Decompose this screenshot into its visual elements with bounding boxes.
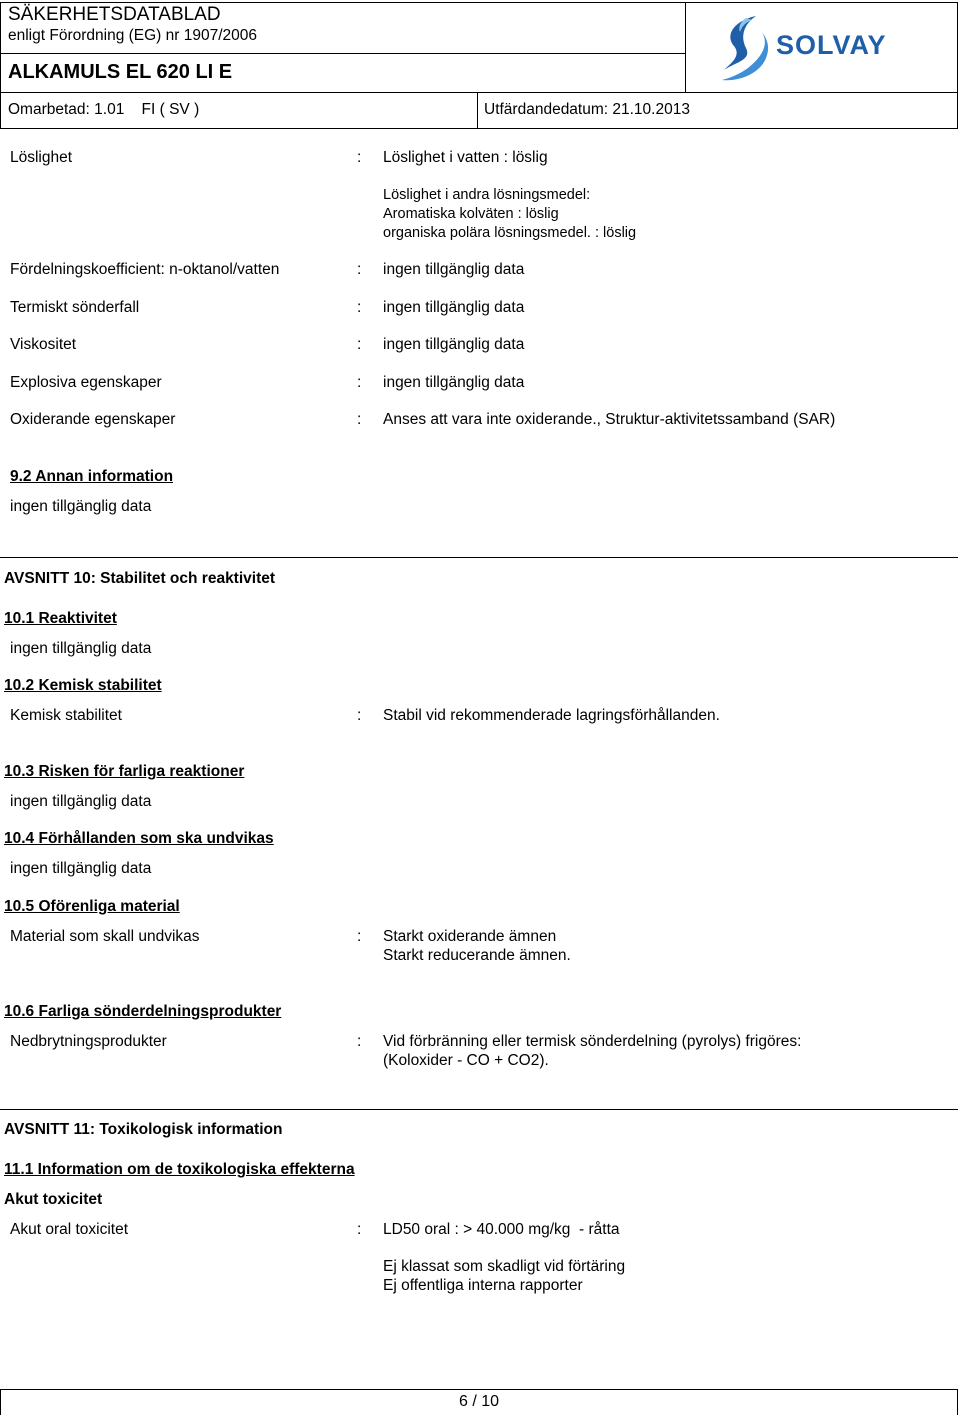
solubility-other-2: Aromatiska kolväten : löslig bbox=[383, 206, 559, 222]
header-divider bbox=[0, 53, 686, 54]
colon: : bbox=[357, 707, 362, 724]
incompatible-value-1: Starkt oxiderande ämnen bbox=[383, 928, 557, 945]
thermal-value: ingen tillgänglig data bbox=[383, 299, 525, 316]
viscosity-label: Viskositet bbox=[10, 336, 77, 353]
explosive-value: ingen tillgänglig data bbox=[383, 374, 525, 391]
oral-toxicity-label: Akut oral toxicitet bbox=[10, 1221, 129, 1238]
section-10-5-title: 10.5 Oförenliga material bbox=[4, 898, 180, 915]
logo-wordmark: SOLVAY bbox=[776, 30, 887, 60]
incompatible-label: Material som skall undvikas bbox=[10, 928, 200, 945]
colon: : bbox=[357, 336, 362, 353]
section-9-2-text: ingen tillgänglig data bbox=[10, 498, 152, 515]
regulation-text: enligt Förordning (EG) nr 1907/2006 bbox=[8, 27, 258, 44]
section-10-1-text: ingen tillgänglig data bbox=[10, 640, 152, 657]
oxidizing-value: Anses att vara inte oxiderande., Struktur-aktivitetssamband (SAR) bbox=[383, 411, 836, 428]
issue-date: Utfärdandedatum: 21.10.2013 bbox=[484, 101, 690, 118]
section-10-3-title: 10.3 Risken för farliga reaktioner bbox=[4, 763, 245, 780]
colon: : bbox=[357, 1221, 362, 1238]
colon: : bbox=[357, 1033, 362, 1050]
page-number: 6 / 10 bbox=[458, 1393, 500, 1410]
acute-toxicity-title: Akut toxicitet bbox=[4, 1191, 103, 1208]
section-10-1-title: 10.1 Reaktivitet bbox=[4, 610, 117, 627]
partition-label: Fördelningskoefficient: n-oktanol/vatten bbox=[10, 261, 280, 278]
incompatible-value-2: Starkt reducerande ämnen. bbox=[383, 947, 571, 964]
thermal-label: Termiskt sönderfall bbox=[10, 299, 140, 316]
colon: : bbox=[357, 149, 362, 166]
stability-value: Stabil vid rekommenderade lagringsförhållanden. bbox=[383, 707, 720, 724]
header-info-divider bbox=[477, 92, 478, 129]
section-10-4-text: ingen tillgänglig data bbox=[10, 860, 152, 877]
section-10-6-title: 10.6 Farliga sönderdelningsprodukter bbox=[4, 1003, 282, 1020]
section-10-2-title: 10.2 Kemisk stabilitet bbox=[4, 677, 162, 694]
colon: : bbox=[357, 261, 362, 278]
oral-toxicity-note-2: Ej offentliga interna rapporter bbox=[383, 1277, 583, 1294]
doc-title: SÄKERHETSDATABLAD bbox=[8, 4, 221, 25]
solubility-other-3: organiska polära lösningsmedel. : löslig bbox=[383, 225, 637, 241]
section-9-2-title: 9.2 Annan information bbox=[10, 468, 174, 485]
revision-text: Omarbetad: 1.01 FI ( SV ) bbox=[8, 101, 200, 118]
partition-value: ingen tillgänglig data bbox=[383, 261, 525, 278]
section-10-3-text: ingen tillgänglig data bbox=[10, 793, 152, 810]
solubility-other-1: Löslighet i andra lösningsmedel: bbox=[383, 187, 591, 203]
solvay-swirl-icon bbox=[716, 12, 776, 84]
colon: : bbox=[357, 299, 362, 316]
solubility-value: Löslighet i vatten : löslig bbox=[383, 149, 548, 166]
product-name: ALKAMULS EL 620 LI E bbox=[8, 61, 233, 83]
explosive-label: Explosiva egenskaper bbox=[10, 374, 162, 391]
solvay-logo bbox=[716, 12, 886, 84]
section-10-4-title: 10.4 Förhållanden som ska undvikas bbox=[4, 830, 274, 847]
colon: : bbox=[357, 928, 362, 945]
decomposition-value-2: (Koloxider - CO + CO2). bbox=[383, 1052, 549, 1069]
section-11-1-title: 11.1 Information om de toxikologiska effekterna bbox=[4, 1161, 355, 1178]
oxidizing-label: Oxiderande egenskaper bbox=[10, 411, 176, 428]
section-10-rule bbox=[0, 557, 958, 558]
stability-label: Kemisk stabilitet bbox=[10, 707, 122, 724]
colon: : bbox=[357, 411, 362, 428]
decomposition-value-1: Vid förbränning eller termisk sönderdelning (pyrolys) frigöres: bbox=[383, 1033, 802, 1050]
viscosity-value: ingen tillgänglig data bbox=[383, 336, 525, 353]
section-11-title: AVSNITT 11: Toxikologisk information bbox=[4, 1121, 283, 1138]
colon: : bbox=[357, 374, 362, 391]
oral-toxicity-note-1: Ej klassat som skadligt vid förtäring bbox=[383, 1258, 626, 1275]
decomposition-label: Nedbrytningsprodukter bbox=[10, 1033, 167, 1050]
section-11-rule bbox=[0, 1109, 958, 1110]
oral-toxicity-value: LD50 oral : > 40.000 mg/kg - råtta bbox=[383, 1221, 620, 1238]
solubility-label: Löslighet bbox=[10, 149, 73, 166]
section-10-title: AVSNITT 10: Stabilitet och reaktivitet bbox=[4, 570, 276, 587]
